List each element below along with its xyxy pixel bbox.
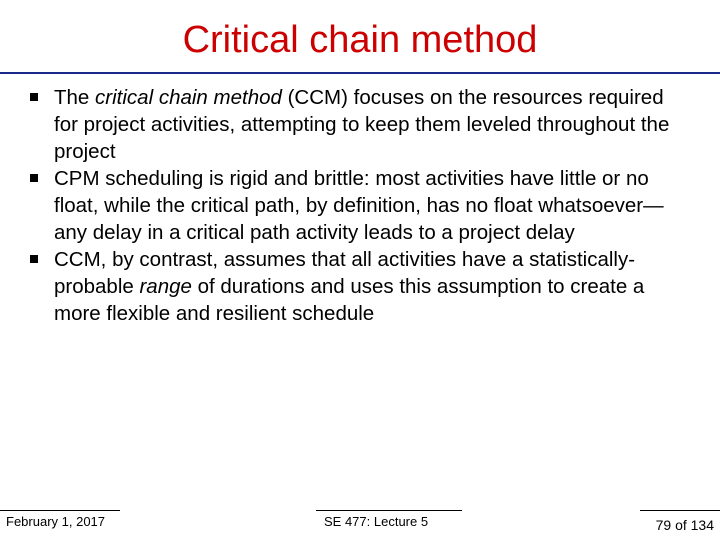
bullet-list bbox=[30, 84, 690, 327]
bullet-text-start: The bbox=[54, 86, 96, 109]
bullet-item bbox=[30, 246, 690, 327]
bullet-item bbox=[30, 165, 690, 246]
footer-page-number: 79 of 134 bbox=[655, 517, 714, 533]
bullet-text-end: (CCM) focuses on the resources required for project activities, attempting to keep them leveled throughout the project bbox=[54, 86, 670, 163]
bullet-emphasis: range bbox=[139, 275, 192, 298]
footer-divider-page bbox=[640, 510, 720, 511]
bullet-text-end: of durations and uses this assumption to create a more flexible and resilient schedule bbox=[54, 275, 645, 325]
bullet-emphasis: critical chain method bbox=[95, 86, 282, 109]
title-divider bbox=[0, 72, 720, 74]
footer-divider-date bbox=[0, 510, 120, 511]
footer-divider-course bbox=[316, 510, 462, 511]
bullet-item bbox=[30, 84, 690, 165]
footer-course: SE 477: Lecture 5 bbox=[324, 514, 429, 529]
square-bullet-icon bbox=[30, 174, 38, 182]
slide-title: Critical chain method bbox=[182, 19, 538, 61]
footer-date: February 1, 2017 bbox=[6, 514, 106, 529]
bullet-text-start: CCM, by contrast, assumes that all activities have a statistically-probable bbox=[54, 248, 636, 298]
square-bullet-icon bbox=[30, 93, 38, 101]
bullet-text-start: CPM scheduling is rigid and brittle: most activities have little or no float, while the critical path, by definition, has no float whatsoever— any delay in a critical path activity leads to a project delay bbox=[54, 167, 664, 244]
square-bullet-icon bbox=[30, 255, 38, 263]
